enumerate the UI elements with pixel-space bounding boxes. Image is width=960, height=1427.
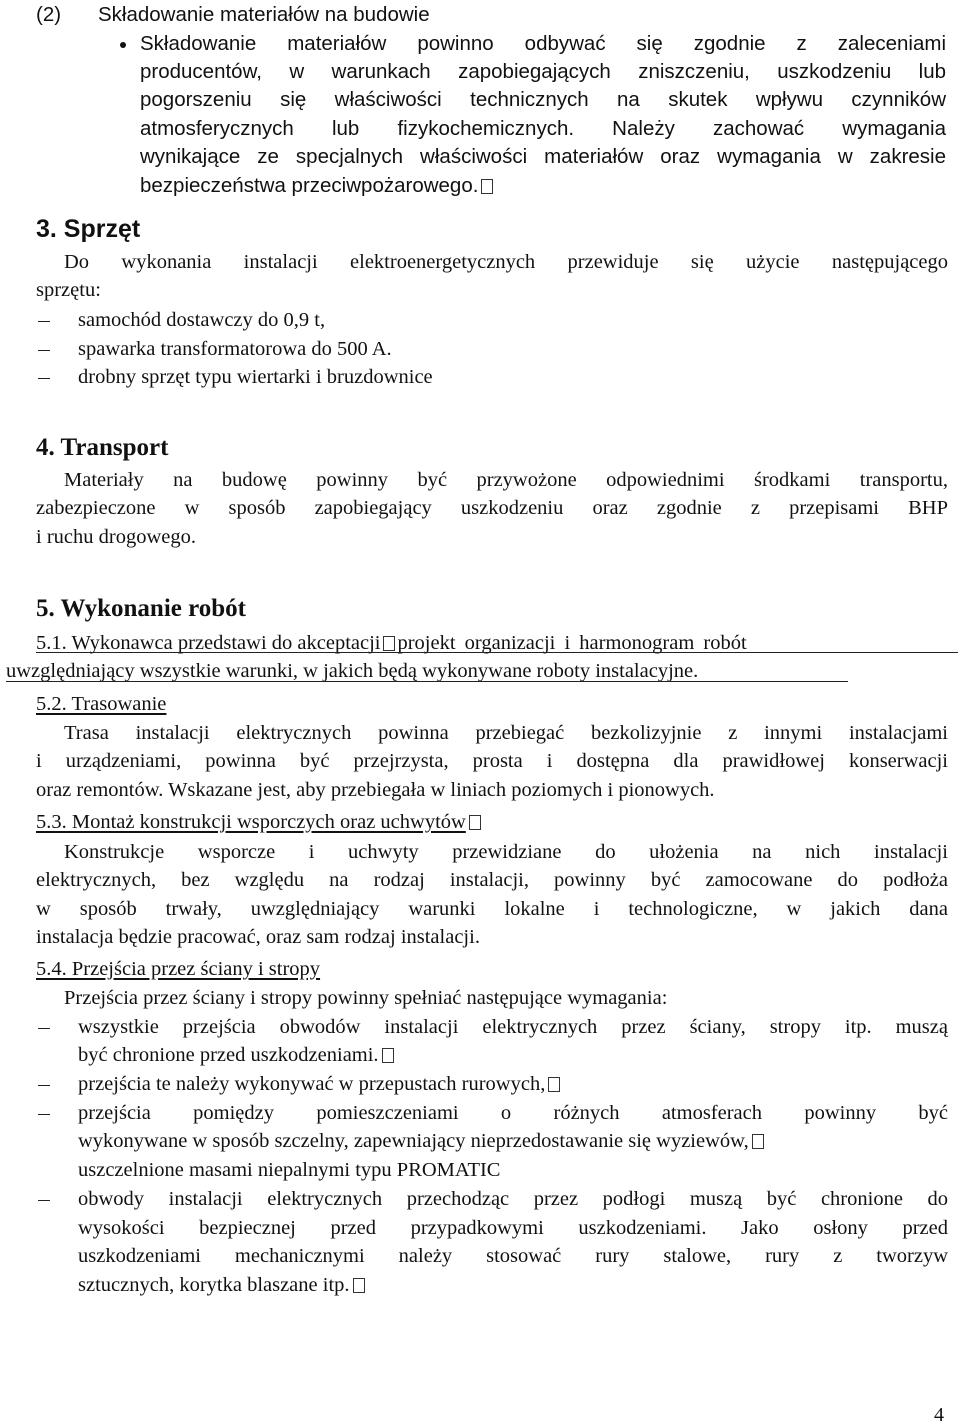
s2-line-6-text: bezpieczeństwa przeciwpożarowego. [140, 174, 479, 197]
p51-line-2: uwzględniający wszystkie warunki, w jakich będą wykonywane roboty instalacyjne. [6, 660, 699, 682]
s3-item-1: samochód dostawczy do 0,9 t, [78, 309, 326, 331]
dash-icon [38, 1200, 50, 1201]
s3-item-3: drobny sprzęt typu wiertarki i bruzdownice [78, 366, 433, 388]
p53-line-3: w sposób trwały, uwzględniający warunki lokalne i technologiczne, w jakich dana [36, 898, 948, 920]
dash-icon [38, 350, 50, 351]
p54-b4-line-4-text: sztucznych, korytka blaszane itp. [78, 1274, 350, 1296]
p52-line-3: oraz remontów. Wskazane jest, aby przebiegała w liniach poziomych i pionowych. [36, 779, 715, 801]
s3-item-2: spawarka transformatorowa do 500 A. [78, 338, 392, 360]
missing-glyph-icon [382, 1048, 394, 1063]
p54-b2-line-1-text: przejścia te należy wykonywać w przepustach rurowych, [78, 1073, 546, 1095]
p51-part-b: projekt organizacji i harmonogram robót [397, 632, 747, 654]
page-number: 4 [934, 1404, 944, 1426]
s2-line-5: wynikające ze specjalnych właściwości materiałów oraz wymagania w zakresie [140, 145, 946, 168]
p53-line-4: instalacja będzie pracować, oraz sam rodzaj instalacji. [36, 926, 480, 948]
missing-glyph-icon [752, 1134, 764, 1149]
section-3-heading: 3. Sprzęt [36, 215, 141, 243]
p54-b1-line-2-text: być chronione przed uszkodzeniami. [78, 1044, 379, 1066]
missing-glyph-icon [548, 1077, 560, 1092]
p54-b4-line-2: wysokości bezpiecznej przed przypadkowymi uszkodzeniami. Jako osłony przed [78, 1217, 948, 1239]
p54-b4-line-4 [78, 1271, 365, 1299]
s4-line-1: Materiały na budowę powinny być przywożone odpowiednimi środkami transportu, [64, 469, 948, 491]
p54-b4-line-1: obwody instalacji elektrycznych przechodząc przez podłogi muszą być chronione do [78, 1188, 948, 1210]
s3-intro-1: Do wykonania instalacji elektroenergetycznych przewiduje się użycie następującego [64, 251, 948, 273]
p54-intro: Przejścia przez ściany i stropy powinny spełniać następujące wymagania: [64, 987, 668, 1009]
p53-line-2: elektrycznych, bez względu na rodzaj instalacji, powinny być zamocowane do podłoża [36, 869, 948, 891]
s2-line-1: Składowanie materiałów powinno odbywać się zgodnie z zaleceniami [140, 32, 946, 55]
p51-underline-1 [36, 652, 958, 653]
p54-b3-line-2-text: wykonywane w sposób szczelny, zapewniający nieprzedostawanie się wyziewów, [78, 1130, 749, 1152]
missing-glyph-icon [353, 1278, 365, 1293]
section-2-number: (2) [36, 3, 62, 26]
p54-b3-line-3: uszczelnione masami niepalnymi typu PROMATIC [78, 1159, 501, 1181]
s2-line-3: pogorszeniu się właściwości technicznych na skutek wpływu czynników [140, 88, 946, 111]
dash-icon [38, 1114, 50, 1115]
s4-line-3: i ruchu drogowego. [36, 526, 196, 548]
p53-title-text: 5.3. Montaż konstrukcji wsporczych oraz uchwytów [36, 811, 466, 833]
p52-line-2: i urządzeniami, powinna być przejrzysta, prosta i dostępna dla prawidłowej konserwacji [36, 750, 948, 772]
p54-b3-line-1: przejścia pomiędzy pomieszczeniami o różnych atmosferach powinny być [78, 1102, 948, 1124]
s3-intro-2: sprzętu: [36, 279, 101, 301]
missing-glyph-icon [469, 815, 481, 830]
p54-b1-line-2 [78, 1041, 394, 1069]
p54-title: 5.4. Przejścia przez ściany i stropy [36, 958, 321, 980]
p53-title [36, 808, 481, 836]
s2-line-4: atmosferycznych lub fizykochemicznych. Należy zachować wymagania [140, 117, 946, 140]
dash-icon [38, 1028, 50, 1029]
s4-line-2: zabezpieczone w sposób zapobiegający uszkodzeniu oraz zgodnie z przepisami BHP [36, 497, 948, 519]
s2-line-2: producentów, w warunkach zapobiegających zniszczeniu, uszkodzeniu lub [140, 60, 946, 83]
p54-b1-line-1: wszystkie przejścia obwodów instalacji elektrycznych przez ściany, stropy itp. muszą [78, 1016, 948, 1038]
missing-glyph-icon [383, 636, 395, 651]
bullet-icon [120, 42, 126, 48]
p51-part-a: 5.1. Wykonawca przedstawi do akceptacji [36, 632, 381, 654]
p53-line-1: Konstrukcje wsporcze i uchwyty przewidziane do ułożenia na nich instalacji [64, 841, 948, 863]
p52-title: 5.2. Trasowanie [36, 693, 167, 715]
p54-b4-line-3: uszkodzeniami mechanicznymi należy stosować rury stalowe, rury z tworzyw [78, 1245, 948, 1267]
p51-underline-2 [6, 681, 848, 682]
p54-b3-line-2 [78, 1127, 764, 1155]
missing-glyph-icon [481, 179, 493, 194]
dash-icon [38, 1085, 50, 1086]
dash-icon [38, 321, 50, 322]
section-5-heading: 5. Wykonanie robót [36, 595, 246, 622]
s2-line-6 [140, 172, 493, 200]
dash-icon [38, 378, 50, 379]
section-2-title: Składowanie materiałów na budowie [98, 3, 430, 26]
p52-line-1: Trasa instalacji elektrycznych powinna przebiegać bezkolizyjnie z innymi instalacjami [64, 722, 948, 744]
section-4-heading: 4. Transport [36, 434, 169, 461]
p54-b2-line-1 [78, 1070, 560, 1098]
